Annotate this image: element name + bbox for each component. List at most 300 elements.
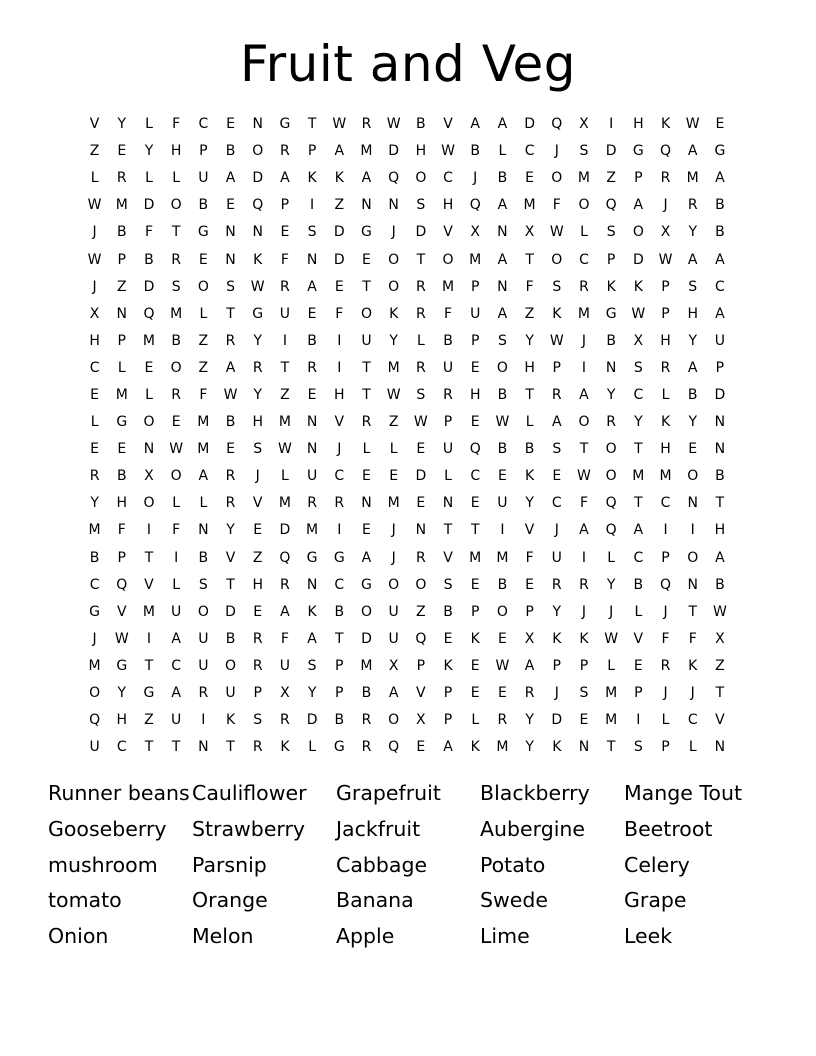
grid-letter: N (442, 495, 454, 512)
word-list-item: tomato (48, 888, 122, 913)
grid-letter: A (225, 170, 236, 187)
grid-letter: C (116, 739, 127, 756)
grid-letter: H (660, 441, 671, 458)
grid-letter: Z (198, 332, 209, 349)
grid-letter: T (362, 359, 371, 376)
grid-letter: W (685, 116, 700, 133)
word-list-item: Strawberry (192, 816, 306, 841)
grid-letter: Q (116, 576, 128, 593)
grid-letter: G (279, 116, 291, 133)
grid-letter: N (687, 495, 698, 512)
grid-letter: Q (388, 739, 400, 756)
grid-letter: C (633, 549, 644, 566)
grid-letter: U (442, 359, 454, 376)
grid-letter: H (252, 576, 263, 593)
grid-letter: U (551, 549, 562, 566)
grid-letter: A (633, 522, 644, 539)
grid-letter: P (443, 414, 453, 431)
grid-letter: C (715, 278, 725, 295)
grid-letter: L (661, 386, 670, 403)
word-list-item: Mange Tout (624, 781, 742, 805)
grid-letter: R (660, 657, 671, 674)
grid-row (81, 572, 734, 599)
grid-row (81, 138, 734, 165)
grid-letter: E (362, 522, 371, 539)
grid-letter: W (577, 468, 591, 485)
grid-letter: Q (605, 522, 617, 539)
grid-letter: A (497, 251, 508, 268)
grid-letter: C (171, 657, 182, 674)
grid-letter: M (577, 170, 591, 187)
grid-letter: I (310, 197, 315, 214)
grid-letter: P (579, 657, 589, 674)
grid-letter: R (225, 468, 236, 485)
grid-letter: L (688, 739, 697, 756)
grid-letter: K (660, 414, 671, 431)
grid-row (81, 707, 734, 734)
grid-letter: F (280, 251, 289, 268)
grid-letter: B (687, 386, 698, 403)
grid-letter: C (334, 576, 345, 593)
grid-letter: B (198, 197, 209, 214)
grid-letter: S (633, 359, 643, 376)
grid-row (81, 545, 734, 572)
grid-letter: I (500, 522, 505, 539)
grid-letter: V (416, 685, 426, 702)
grid-letter: W (223, 386, 238, 403)
grid-letter: Y (688, 332, 697, 349)
grid-letter: B (416, 116, 426, 133)
grid-letter: R (415, 278, 426, 295)
grid-letter: C (551, 495, 562, 512)
grid-letter: J (663, 603, 668, 620)
grid-letter: V (443, 224, 453, 241)
grid-letter: O (687, 468, 699, 485)
grid-letter: V (225, 549, 236, 566)
grid-letter: F (280, 630, 289, 647)
grid-row (81, 734, 734, 761)
grid-letter: I (690, 522, 695, 539)
grid-letter: N (361, 495, 372, 512)
grid-row (81, 355, 734, 382)
grid-letter: T (171, 224, 181, 241)
grid-letter: D (225, 603, 236, 620)
grid-letter: N (306, 251, 318, 268)
grid-letter: A (579, 386, 589, 403)
grid-letter: R (551, 576, 562, 593)
grid-letter: E (307, 305, 317, 322)
grid-letter: E (90, 386, 100, 403)
grid-letter: S (633, 739, 643, 756)
grid-letter: B (443, 603, 453, 620)
grid-letter: E (552, 468, 562, 485)
grid-letter: U (198, 657, 209, 674)
grid-letter: M (659, 468, 672, 485)
grid-letter: Y (226, 522, 235, 539)
grid-letter: Y (389, 332, 398, 349)
grid-letter: O (170, 468, 182, 485)
grid-row (81, 328, 734, 355)
grid-letter: T (144, 657, 154, 674)
grid-letter: W (332, 116, 347, 133)
grid-letter: Z (280, 386, 290, 403)
grid-letter: A (225, 359, 236, 376)
grid-row (81, 192, 734, 219)
grid-letter: H (660, 332, 671, 349)
grid-letter: E (362, 468, 371, 485)
grid-letter: T (416, 251, 426, 268)
grid-letter: S (688, 278, 698, 295)
grid-row (81, 680, 734, 707)
grid-letter: N (306, 576, 318, 593)
grid-letter: N (714, 441, 726, 458)
grid-letter: T (715, 685, 725, 702)
grid-letter: E (443, 630, 453, 647)
grid-letter: H (524, 359, 535, 376)
grid-letter: G (252, 305, 264, 322)
grid-letter: Z (144, 712, 154, 729)
grid-letter: M (278, 495, 291, 512)
grid-letter: A (361, 170, 372, 187)
grid-letter: B (715, 576, 725, 593)
grid-letter: I (282, 332, 287, 349)
grid-letter: C (89, 359, 100, 376)
grid-letter: T (525, 251, 534, 268)
grid-row (81, 653, 734, 680)
word-list-item: Grapefruit (336, 781, 441, 805)
grid-letter: O (360, 603, 372, 620)
grid-letter: H (633, 116, 644, 133)
grid-letter: S (226, 278, 235, 295)
grid-letter: T (226, 739, 235, 756)
grid-letter: X (524, 630, 535, 647)
grid-letter: A (280, 170, 290, 187)
grid-letter: U (388, 630, 399, 647)
grid-letter: J (554, 522, 559, 539)
grid-letter: T (634, 441, 643, 458)
grid-letter: V (144, 576, 154, 593)
grid-letter: L (172, 495, 181, 512)
grid-letter: W (277, 441, 292, 458)
grid-letter: P (470, 332, 480, 349)
grid-letter: L (634, 603, 643, 620)
grid-letter: C (198, 116, 209, 133)
grid-letter: S (198, 576, 208, 593)
grid-letter: E (525, 576, 535, 593)
grid-letter: I (581, 359, 587, 376)
grid-letter: P (661, 549, 670, 566)
grid-letter: P (470, 278, 480, 295)
grid-letter: E (470, 685, 480, 702)
grid-letter: I (337, 522, 342, 539)
grid-letter: R (116, 170, 127, 187)
grid-letter: E (470, 414, 480, 431)
grid-letter: O (197, 278, 209, 295)
grid-letter: K (307, 170, 317, 187)
grid-letter: H (116, 495, 128, 512)
grid-letter: D (388, 143, 400, 160)
grid-letter: E (497, 685, 507, 702)
grid-letter: Q (605, 495, 617, 512)
grid-letter: U (171, 712, 182, 729)
grid-letter: R (252, 630, 263, 647)
grid-letter: F (172, 522, 181, 539)
word-list-item: Lime (480, 924, 530, 949)
grid-row (81, 165, 734, 192)
grid-letter: N (116, 305, 128, 322)
grid-letter: O (360, 305, 372, 322)
grid-letter: E (470, 657, 480, 674)
grid-letter: K (688, 657, 698, 674)
grid-letter: K (552, 630, 562, 647)
grid-letter: E (470, 495, 480, 512)
grid-letter: U (225, 685, 236, 702)
grid-letter: A (198, 468, 209, 485)
grid-letter: O (388, 278, 400, 295)
grid-letter: N (497, 224, 508, 241)
word-list-item: Blackberry (480, 781, 590, 805)
grid-letter: A (497, 116, 508, 133)
grid-letter: B (225, 630, 236, 647)
grid-letter: E (226, 441, 235, 458)
grid-letter: I (609, 116, 614, 133)
grid-letter: A (171, 685, 181, 702)
grid-letter: O (687, 549, 699, 566)
grid-letter: P (525, 603, 534, 620)
grid-letter: Y (307, 685, 317, 702)
grid-letter: E (470, 359, 480, 376)
grid-letter: K (443, 657, 453, 674)
word-list-item: Banana (336, 888, 414, 913)
grid-letter: J (690, 685, 695, 702)
grid-letter: R (361, 739, 372, 756)
grid-letter: F (661, 630, 670, 647)
grid-letter: D (524, 116, 535, 133)
grid-letter: Y (253, 332, 262, 349)
grid-letter: D (605, 143, 617, 160)
grid-letter: K (606, 278, 616, 295)
grid-letter: O (143, 495, 155, 512)
grid-letter: R (307, 495, 317, 512)
grid-letter: V (633, 630, 644, 647)
grid-letter: Q (89, 712, 101, 729)
grid-letter: B (443, 332, 453, 349)
grid-letter: P (117, 251, 126, 268)
grid-letter: O (415, 170, 427, 187)
grid-letter: U (306, 468, 318, 485)
grid-letter: F (525, 549, 534, 566)
grid-letter: R (687, 197, 698, 214)
grid-row (81, 626, 734, 653)
grid-letter: D (415, 224, 427, 241)
grid-letter: Y (525, 495, 534, 512)
grid-letter: N (225, 224, 236, 241)
grid-letter: R (334, 495, 345, 512)
grid-letter: S (497, 332, 507, 349)
grid-letter: F (335, 305, 344, 322)
grid-letter: P (552, 359, 561, 376)
grid-letter: I (201, 712, 206, 729)
grid-letter: J (554, 685, 559, 702)
grid-letter: Q (469, 197, 481, 214)
grid-letter: E (198, 251, 208, 268)
grid-letter: A (470, 116, 480, 133)
grid-letter: G (361, 576, 372, 593)
grid-letter: M (577, 305, 591, 322)
grid-letter: E (715, 116, 725, 133)
grid-letter: M (605, 712, 618, 729)
grid-letter: E (497, 468, 507, 485)
grid-letter: K (225, 712, 236, 729)
grid-letter: L (308, 739, 316, 756)
grid-letter: D (551, 712, 563, 729)
grid-letter: E (171, 414, 181, 431)
grid-letter: M (496, 549, 509, 566)
grid-letter: G (89, 603, 101, 620)
grid-letter: Q (469, 441, 481, 458)
grid-letter: P (661, 278, 670, 295)
grid-letter: M (496, 739, 509, 756)
grid-letter: X (144, 468, 154, 485)
grid-letter: P (470, 603, 480, 620)
grid-letter: K (334, 170, 344, 187)
word-list-item: Cauliflower (192, 781, 307, 805)
grid-letter: L (607, 657, 616, 674)
word-list-item: Orange (192, 888, 268, 913)
grid-letter: H (415, 143, 427, 160)
grid-letter: R (415, 359, 426, 376)
grid-letter: E (226, 116, 235, 133)
grid-letter: L (199, 305, 208, 322)
grid-letter: T (307, 116, 317, 133)
grid-letter: I (337, 332, 342, 349)
grid-letter: S (253, 441, 263, 458)
grid-letter: E (280, 224, 290, 241)
grid-letter: M (686, 170, 699, 187)
grid-letter: J (255, 468, 260, 485)
grid-letter: N (198, 739, 209, 756)
grid-letter: F (144, 224, 153, 241)
grid-letter: S (443, 576, 453, 593)
grid-letter: A (551, 414, 562, 431)
grid-letter: X (416, 712, 426, 729)
grid-letter: Z (388, 414, 399, 431)
grid-letter: U (279, 657, 291, 674)
grid-letter: L (117, 359, 126, 376)
grid-letter: P (634, 170, 643, 187)
grid-letter: Y (117, 116, 127, 133)
grid-letter: S (416, 386, 426, 403)
grid-letter: I (337, 359, 342, 376)
grid-letter: H (714, 522, 726, 539)
grid-letter: T (335, 630, 344, 647)
grid-letter: T (226, 576, 235, 593)
grid-letter: K (389, 305, 399, 322)
grid-letter: U (89, 739, 100, 756)
grid-letter: L (607, 549, 616, 566)
grid-letter: L (172, 170, 181, 187)
grid-letter: R (252, 739, 263, 756)
grid-letter: C (633, 386, 644, 403)
grid-letter: Y (688, 224, 697, 241)
grid-letter: P (253, 685, 262, 702)
grid-letter: U (497, 495, 508, 512)
word-list-item: Swede (480, 888, 549, 913)
grid-letter: A (307, 278, 317, 295)
grid-letter: N (714, 414, 726, 431)
grid-letter: M (360, 657, 373, 674)
grid-letter: T (144, 549, 154, 566)
grid-letter: A (579, 522, 589, 539)
grid-letter: Y (525, 739, 534, 756)
grid-letter: T (634, 495, 643, 512)
grid-letter: K (633, 278, 643, 295)
grid-letter: F (117, 522, 126, 539)
grid-letter: V (252, 495, 263, 512)
grid-letter: P (117, 549, 126, 566)
grid-letter: R (660, 170, 671, 187)
grid-letter: N (687, 576, 698, 593)
grid-letter: S (253, 712, 263, 729)
grid-letter: T (470, 522, 480, 539)
grid-letter: P (661, 739, 670, 756)
grid-letter: P (335, 685, 344, 702)
grid-letter: M (306, 522, 319, 539)
grid-letter: L (362, 441, 371, 458)
grid-letter: W (631, 305, 646, 322)
grid-letter: T (144, 739, 154, 756)
grid-letter: V (89, 116, 100, 133)
grid-letter: R (280, 576, 290, 593)
grid-letter: A (715, 251, 725, 268)
grid-letter: Z (524, 305, 535, 322)
grid-letter: Z (715, 657, 725, 674)
grid-letter: U (714, 332, 726, 349)
grid-letter: R (606, 414, 617, 431)
grid-letter: N (198, 522, 209, 539)
grid-letter: W (712, 603, 727, 620)
grid-letter: D (143, 197, 155, 214)
grid-letter: H (252, 414, 263, 431)
grid-letter: S (307, 657, 317, 674)
grid-letter: X (715, 630, 725, 647)
grid-letter: A (307, 630, 317, 647)
grid-letter: L (90, 170, 99, 187)
grid-letter: Z (116, 278, 127, 295)
grid-letter: H (334, 386, 345, 403)
grid-row (81, 599, 734, 626)
grid-letter: Y (606, 576, 616, 593)
grid-letter: P (661, 305, 670, 322)
grid-letter: B (715, 468, 725, 485)
grid-letter: B (89, 549, 100, 566)
grid-letter: R (280, 712, 290, 729)
grid-letter: X (579, 116, 589, 133)
grid-letter: E (416, 441, 426, 458)
grid-letter: R (579, 576, 589, 593)
grid-letter: J (609, 603, 614, 620)
grid-letter: W (604, 630, 619, 647)
grid-letter: M (142, 332, 156, 349)
grid-letter: C (687, 712, 698, 729)
grid-letter: J (92, 224, 97, 241)
grid-letter: E (307, 386, 317, 403)
grid-letter: M (142, 603, 156, 620)
grid-letter: O (170, 359, 182, 376)
grid-letter: Y (552, 603, 562, 620)
grid-letter: A (715, 549, 725, 566)
grid-letter: O (496, 603, 508, 620)
